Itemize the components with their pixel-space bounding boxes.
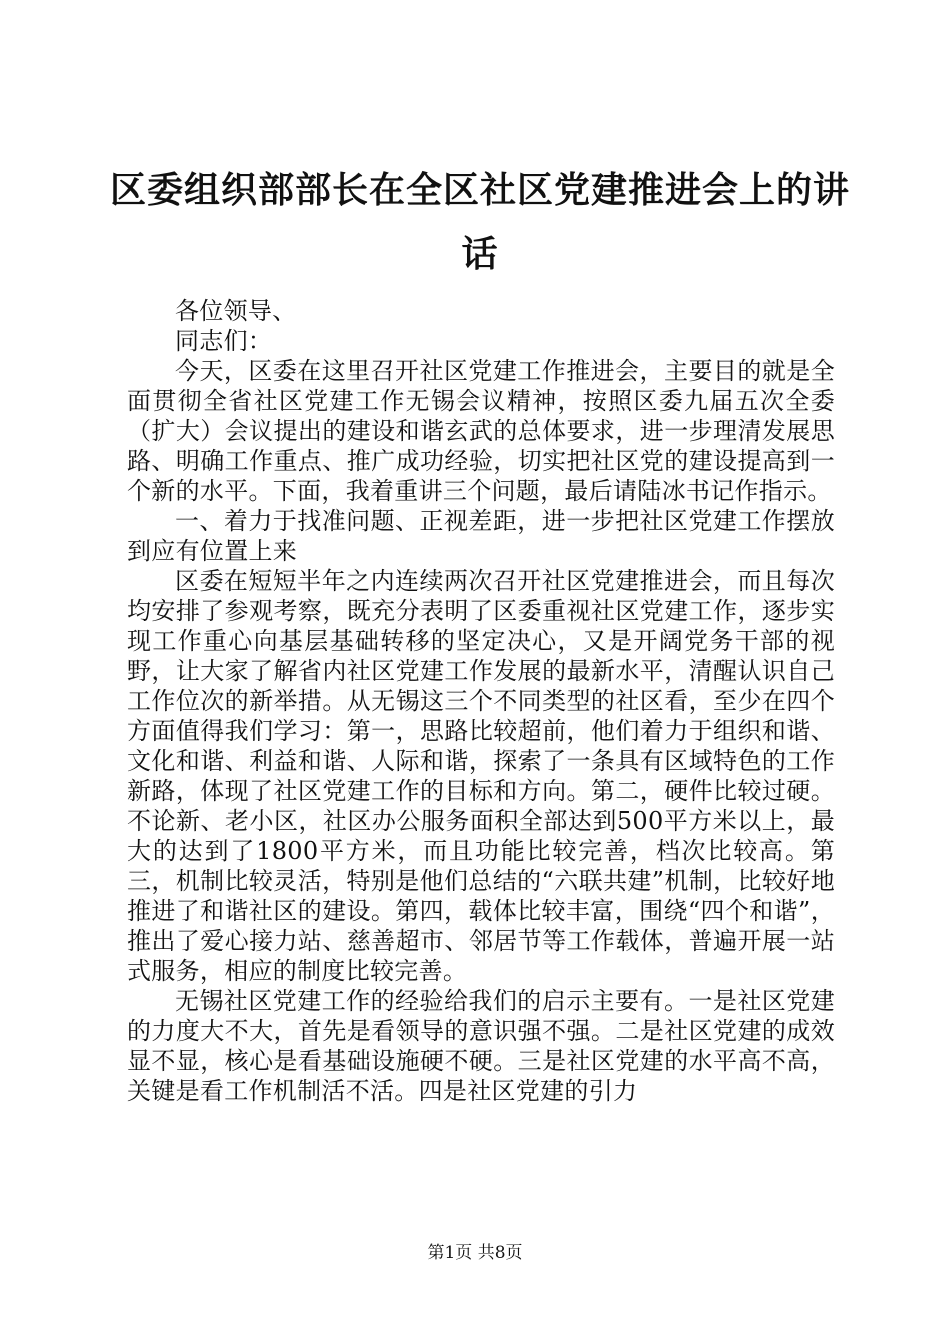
document-body	[127, 296, 835, 1106]
paragraph-inspiration: 无锡社区党建工作的经验给我们的启示主要有。一是社区党建的力度大不大，首先是看领导的意识强不强。二是社区党建的成效显不显，核心是看基础设施硬不硬。三是社区党建的水平高不高，关键是看工作机制活不活。四是社区党建的引力	[127, 987, 835, 1105]
salutation-leaders: 各位领导、	[175, 297, 297, 325]
document-title: 区委组织部部长在全区社区党建推进会上的讲话	[110, 169, 851, 275]
paragraph-wuxi-experience: 区委在短短半年之内连续两次召开社区党建推进会，而且每次均安排了参观考察，既充分表明了区委重视社区党建工作，逐步实现工作重心向基层基础转移的坚定决心，又是开阔党务干部的视野，让大家了解省内社区党建工作发展的最新水平，清醒认识自己工作位次的新举措。从无锡这三个不同类型的社区看，至少在四个方面值得我们学习：第一，思路比较超前，他们着力于组织和谐、文化和谐、利益和谐、人际和谐，探索了一条具有区域特色的工作新路，体现了社区党建工作的目标和方向。第二，硬件比较过硬。不论新、老小区，社区办公服务面积全部达到500平方米以上，最大的达到了1800平方米，而且功能比较完善，档次比较高。第三，机制比较灵活，特别是他们总结的“六联共建”机制，比较好地推进了和谐社区的建设。第四，载体比较丰富，围绕“四个和谐”，推出了爱心接力站、慈善超市、邻居节等工作载体，普遍开展一站式服务，相应的制度比较完善。	[127, 567, 835, 985]
paragraph-intro: 今天，区委在这里召开社区党建工作推进会，主要目的就是全面贯彻全省社区党建工作无锡会议精神，按照区委九届五次全委（扩大）会议提出的建设和谐玄武的总体要求，进一步理清发展思路、明确工作重点、推广成功经验，切实把社区党的建设提高到一个新的水平。下面，我着重讲三个问题，最后请陆冰书记作指示。	[127, 357, 835, 505]
section-heading-1: 一、着力于找准问题、正视差距，进一步把社区党建工作摆放到应有位置上来	[127, 507, 835, 565]
page-number-footer: 第1页 共8页	[427, 1243, 523, 1263]
salutation-comrades: 同志们：	[175, 327, 273, 355]
